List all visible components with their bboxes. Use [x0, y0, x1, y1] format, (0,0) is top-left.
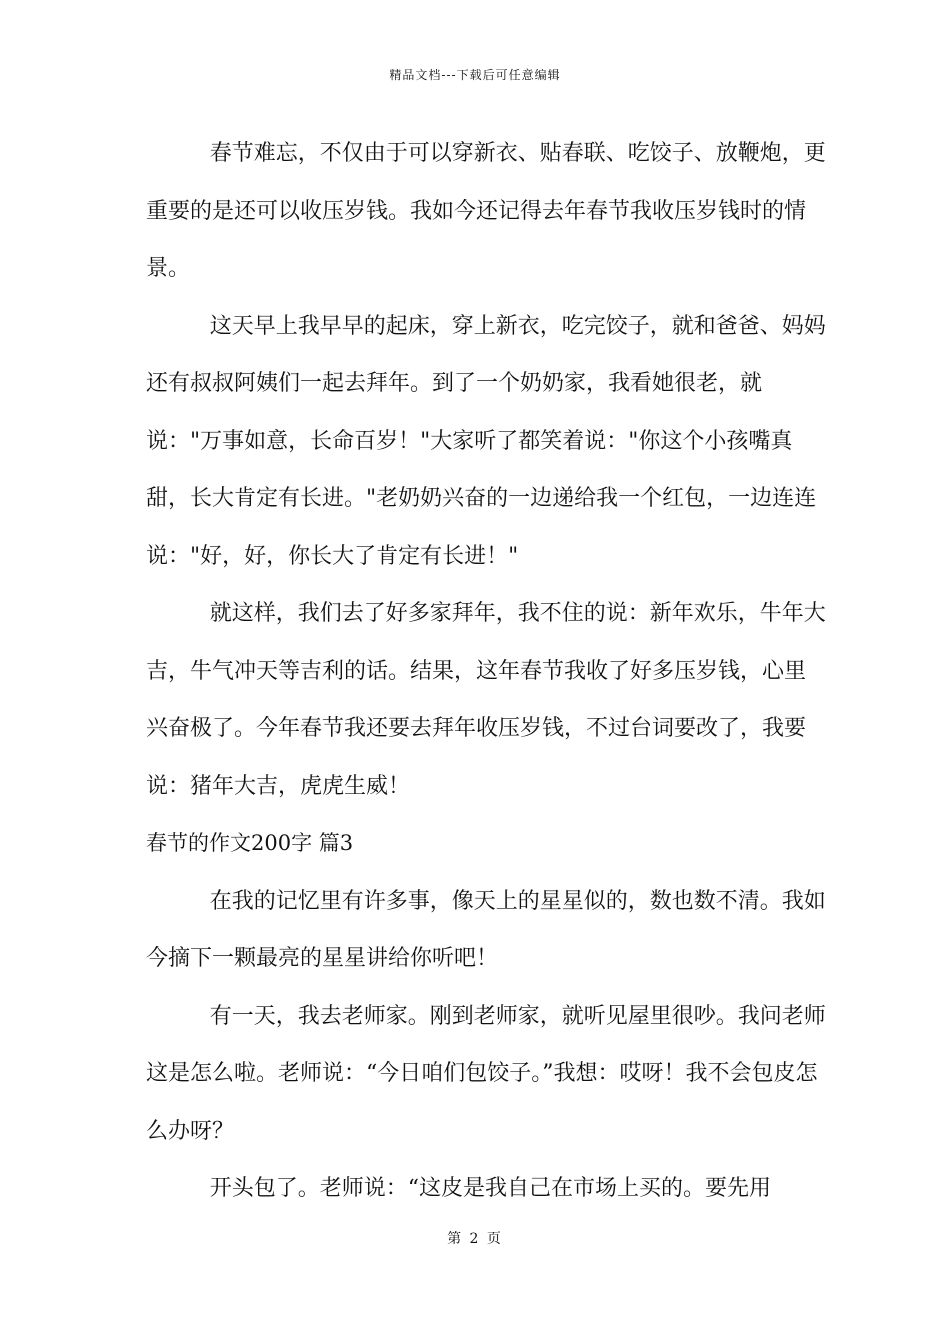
- document-body: [146, 125, 826, 1218]
- paragraph: 春节难忘，不仅由于可以穿新衣、贴春联、吃饺子、放鞭炮，更重要的是还可以收压岁钱。我如今还记得去年春节我收压岁钱时的情景。: [146, 141, 826, 281]
- paragraph: 就这样，我们去了好多家拜年，我不住的说：新年欢乐，牛年大吉，牛气冲天等吉利的话。结果，这年春节我收了好多压岁钱，心里兴奋极了。今年春节我还要去拜年收压岁钱，不过台词要改了，我要说：猪年大吉，虎虎生威！: [146, 601, 826, 799]
- paragraph: 有一天，我去老师家。刚到老师家，就听见屋里很吵。我问老师这是怎么啦。老师说：“今日咱们包饺子。”我想：哎呀！我不会包皮怎么办呀？: [146, 1003, 826, 1144]
- page-header: 精品文档---下载后可任意编辑: [389, 68, 561, 82]
- page-number: 第 2 页: [447, 1231, 503, 1247]
- paragraph: 在我的记忆里有许多事，像天上的星星似的，数也数不清。我如今摘下一颗最亮的星星讲给你听吧！: [146, 888, 826, 971]
- section-heading: 春节的作文200字 篇3: [146, 831, 354, 855]
- paragraph: 这天早上我早早的起床，穿上新衣，吃完饺子，就和爸爸、妈妈还有叔叔阿姨们一起去拜年。到了一个奶奶家，我看她很老，就说："万事如意，长命百岁！"大家听了都笑着说："你这个小孩嘴真甜，长大肯定有长进。"老奶奶兴奋的一边递给我一个红包，一边连连说："好，好，你长大了肯定有长进！": [146, 313, 826, 569]
- paragraph: 开头包了。老师说：“这皮是我自己在市场上买的。要先用: [209, 1176, 772, 1201]
